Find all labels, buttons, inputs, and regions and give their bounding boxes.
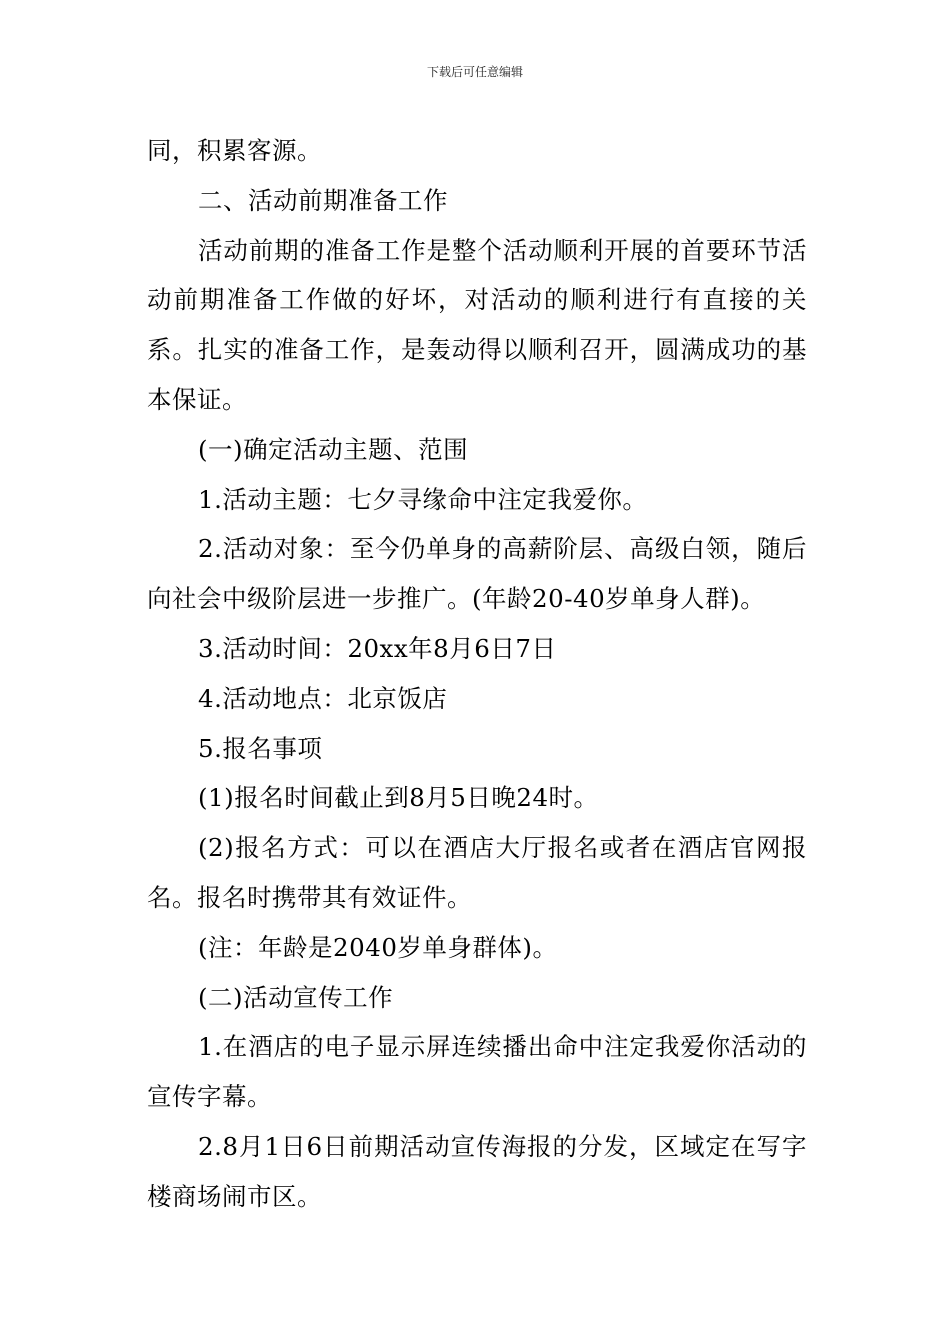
page-header: 下载后可任意编辑 <box>426 65 523 79</box>
paragraph-10: (1)报名时间截止到8月5日晚24时。 <box>198 783 599 813</box>
paragraph-2: 二、活动前期准备工作 <box>198 185 448 215</box>
paragraph-9: 5.报名事项 <box>198 733 323 763</box>
paragraph-6: 2.活动对象：至今仍单身的高薪阶层、高级白领，随后向社会中级阶层进一步推广。(年龄20-40岁单身人群)。 <box>147 534 807 614</box>
document-body <box>147 126 807 1222</box>
paragraph-13: (二)活动宣传工作 <box>198 982 394 1012</box>
paragraph-7: 3.活动时间：20xx年8月6日7日 <box>198 633 557 663</box>
paragraph-12: (注：年龄是2040岁单身群体)。 <box>198 932 558 962</box>
paragraph-8: 4.活动地点：北京饭店 <box>198 683 448 713</box>
paragraph-14: 1.在酒店的电子显示屏连续播出命中注定我爱你活动的宣传字幕。 <box>147 1032 807 1112</box>
paragraph-5: 1.活动主题：七夕寻缘命中注定我爱你。 <box>198 484 648 514</box>
paragraph-15: 2.8月1日6日前期活动宣传海报的分发，区域定在写字楼商场闹市区。 <box>147 1131 807 1211</box>
paragraph-11: (2)报名方式：可以在酒店大厅报名或者在酒店官网报名。报名时携带其有效证件。 <box>147 833 807 912</box>
paragraph-3: 活动前期的准备工作是整个活动顺利开展的首要环节活动前期准备工作做的好坏，对活动的顺利进行有直接的关系。扎实的准备工作，是轰动得以顺利召开，圆满成功的基本保证。 <box>147 235 807 414</box>
paragraph-1: 同，积累客源。 <box>147 136 322 165</box>
paragraph-4: (一)确定活动主题、范围 <box>198 434 469 464</box>
